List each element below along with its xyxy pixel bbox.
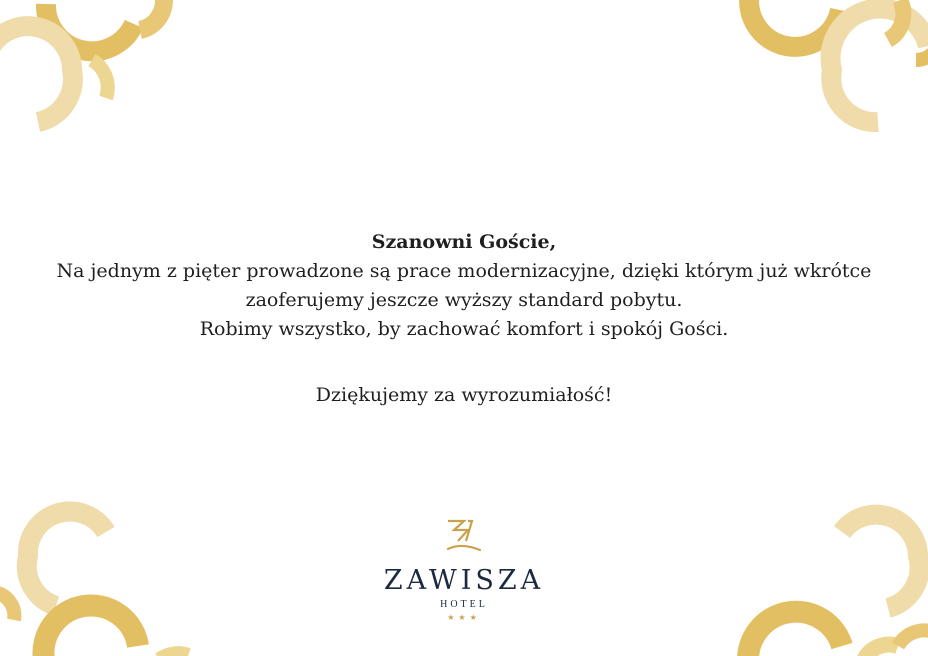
- notice-text: [0, 228, 928, 410]
- corner-ornament-top-left: [0, 0, 190, 130]
- hotel-stars: ★★★: [447, 613, 481, 622]
- greeting: Szanowni Goście,: [371, 231, 557, 253]
- gold-ring-ornament-icon: [728, 0, 928, 130]
- notice-line-2: zaoferujemy jeszcze wyższy standard pobytu.: [245, 289, 683, 311]
- hotel-name: ZAWISZA: [383, 565, 545, 596]
- corner-ornament-bottom-right: [738, 496, 928, 656]
- gold-ring-ornament-icon: [0, 496, 200, 656]
- zawisza-monogram-icon: [444, 517, 484, 557]
- gold-ring-ornament-icon: [738, 496, 928, 656]
- hotel-logo: [340, 487, 588, 656]
- closing-line: Dziękujemy za wyrozumiałość!: [315, 384, 613, 406]
- paragraph-gap: [0, 344, 928, 381]
- notice-line-1: Na jednym z pięter prowadzone są prace modernizacyjne, dzięki którym już wkrótce: [56, 260, 872, 282]
- notice-line-3: Robimy wszystko, by zachować komfort i spokój Gości.: [199, 318, 729, 340]
- hotel-subtitle: HOTEL: [440, 599, 488, 610]
- corner-ornament-bottom-left: [0, 496, 200, 656]
- gold-ring-ornament-icon: [0, 0, 190, 130]
- corner-ornament-top-right: [728, 0, 928, 130]
